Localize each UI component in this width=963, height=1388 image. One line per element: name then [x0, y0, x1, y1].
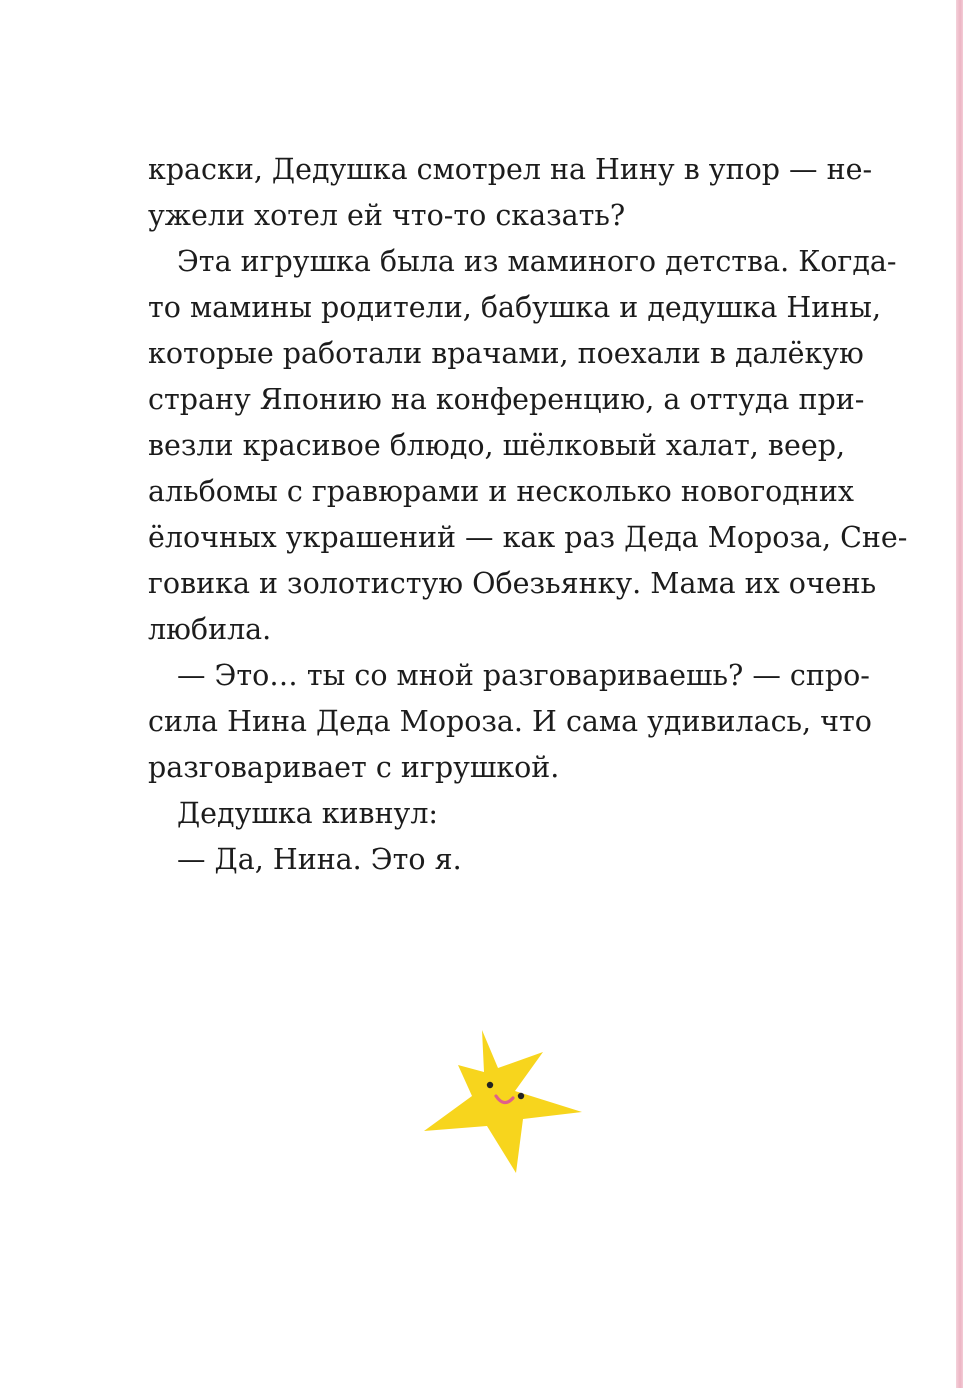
star-left-eye	[487, 1082, 493, 1088]
star-illustration	[420, 1030, 590, 1175]
text-line: разговаривает с игрушкой.	[148, 751, 560, 784]
text-line: — Да, Нина. Это я.	[177, 843, 462, 876]
page-edge-strip	[956, 0, 963, 1388]
text-line: альбомы с гравюрами и несколько новогодних	[148, 475, 854, 508]
text-line: краски, Дедушка смотрел на Нину в упор — не-	[148, 153, 873, 186]
text-line: которые работали врачами, поехали в далёкую	[148, 337, 864, 370]
text-line: говика и золотистую Обезьянку. Мама их очень	[148, 567, 877, 600]
text-line: сила Нина Деда Мороза. И сама удивилась, что	[148, 705, 872, 738]
star-right-eye	[518, 1093, 524, 1099]
text-line: ёлочных украшений — как раз Деда Мороза, Сне-	[148, 521, 908, 554]
text-line: любила.	[148, 613, 272, 646]
text-line: ужели хотел ей что-то сказать?	[148, 199, 626, 232]
smiling-star-icon	[420, 1030, 590, 1175]
body-text	[148, 147, 908, 883]
text-line: страну Японию на конференцию, а оттуда при-	[148, 383, 865, 416]
text-line: везли красивое блюдо, шёлковый халат, веер,	[148, 429, 845, 462]
text-line: то мамины родители, бабушка и дедушка Нины,	[148, 291, 882, 324]
text-line: — Это… ты со мной разговариваешь? — спро-	[177, 659, 870, 692]
text-line: Эта игрушка была из маминого детства. Когда-	[177, 245, 897, 278]
text-line: Дедушка кивнул:	[177, 797, 439, 830]
